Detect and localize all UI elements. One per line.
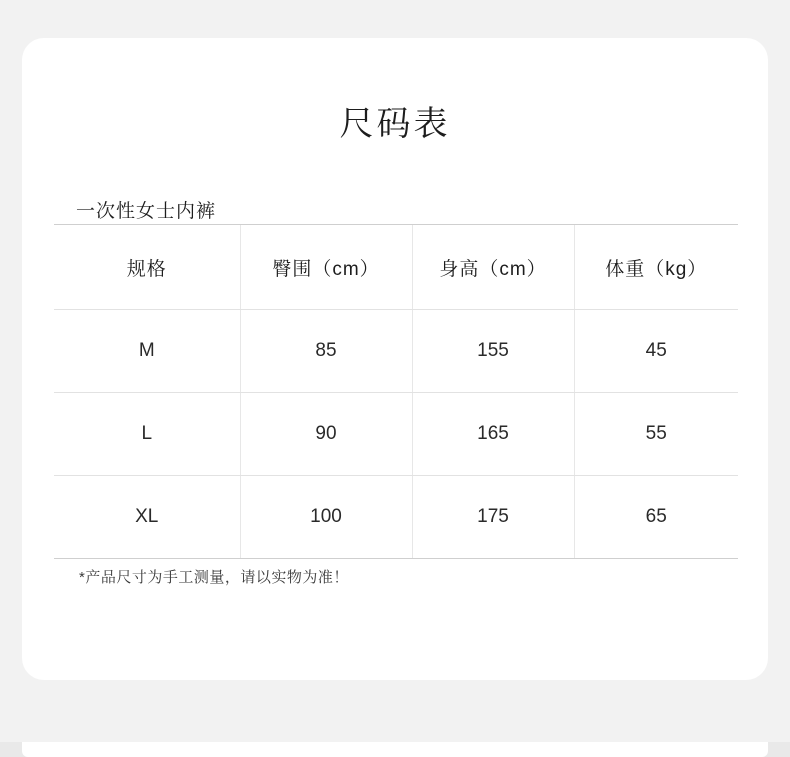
size-chart-card <box>22 38 768 680</box>
table-row <box>54 393 738 476</box>
bottom-card-edge <box>22 742 768 757</box>
table-header-cell-hip: 臀围（cm） <box>240 225 412 310</box>
table-row <box>54 476 738 559</box>
cell-height: 165 <box>412 393 574 476</box>
table-body <box>54 310 738 559</box>
size-table-container <box>54 224 738 559</box>
cell-height: 155 <box>412 310 574 393</box>
cell-weight: 45 <box>574 310 738 393</box>
cell-hip: 100 <box>240 476 412 559</box>
bottom-edge-strip <box>0 742 790 757</box>
cell-weight: 55 <box>574 393 738 476</box>
table-header <box>54 225 738 310</box>
cell-size: L <box>54 393 240 476</box>
cell-hip: 85 <box>240 310 412 393</box>
table-header-row <box>54 225 738 310</box>
cell-weight: 65 <box>574 476 738 559</box>
cell-size: XL <box>54 476 240 559</box>
cell-size: M <box>54 310 240 393</box>
size-table <box>54 224 738 559</box>
table-header-cell-weight: 体重（kg） <box>574 225 738 310</box>
page-title: 尺码表 <box>339 105 451 143</box>
table-header-cell-spec: 规格 <box>54 225 240 310</box>
cell-height: 175 <box>412 476 574 559</box>
table-header-cell-height: 身高（cm） <box>412 225 574 310</box>
measurement-note: *产品尺寸为手工测量，请以实物为准！ <box>79 569 349 586</box>
cell-hip: 90 <box>240 393 412 476</box>
product-name-label: 一次性女士内裤 <box>76 201 217 222</box>
table-row <box>54 310 738 393</box>
